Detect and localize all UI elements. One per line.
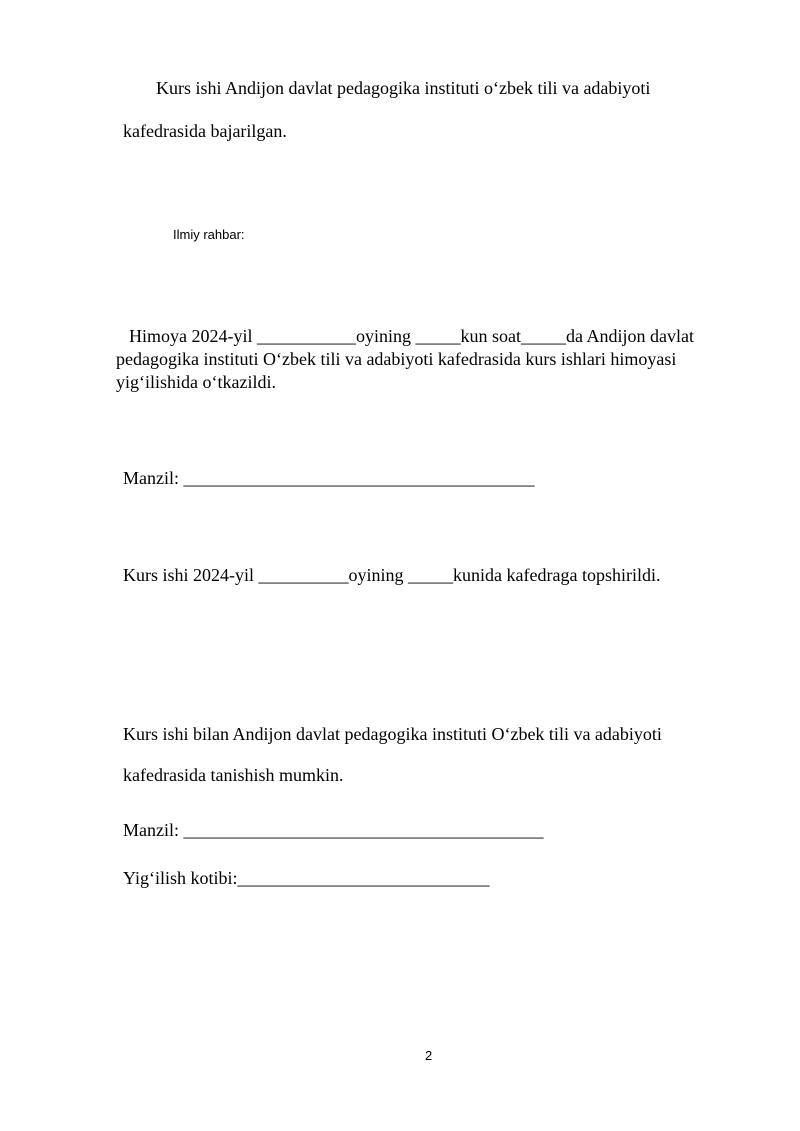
defense-line-2: pedagogika instituti O‘zbek tili va adabiyoti kafedrasida kurs ishlari himoyasi — [116, 349, 677, 369]
supervisor-label: Ilmiy rahbar: — [173, 227, 245, 242]
submitted-line: Kurs ishi 2024-yil __________oyining _____kunida kafedraga topshirildi. — [123, 565, 661, 585]
intro-line-1: Kurs ishi Andijon davlat pedagogika instituti o‘zbek tili va adabiyoti — [156, 78, 651, 98]
review-line-2: kafedrasida tanishish mumkin. — [123, 765, 344, 785]
secretary-line: Yig‘ilish kotibi:____________________________ — [123, 868, 490, 888]
page-number: 2 — [425, 1048, 433, 1063]
defense-line-1: Himoya 2024-yil ___________oyining _____kun soat_____da Andijon davlat — [129, 326, 694, 346]
review-line-1: Kurs ishi bilan Andijon davlat pedagogika instituti O‘zbek tili va adabiyoti — [123, 724, 662, 744]
defense-line-3: yig‘ilishida o‘tkazildi. — [116, 372, 276, 392]
intro-line-2: kafedrasida bajarilgan. — [123, 121, 287, 141]
address-line-2: Manzil: ________________________________________ — [123, 820, 544, 840]
address-line-1: Manzil: _______________________________________ — [123, 468, 535, 488]
